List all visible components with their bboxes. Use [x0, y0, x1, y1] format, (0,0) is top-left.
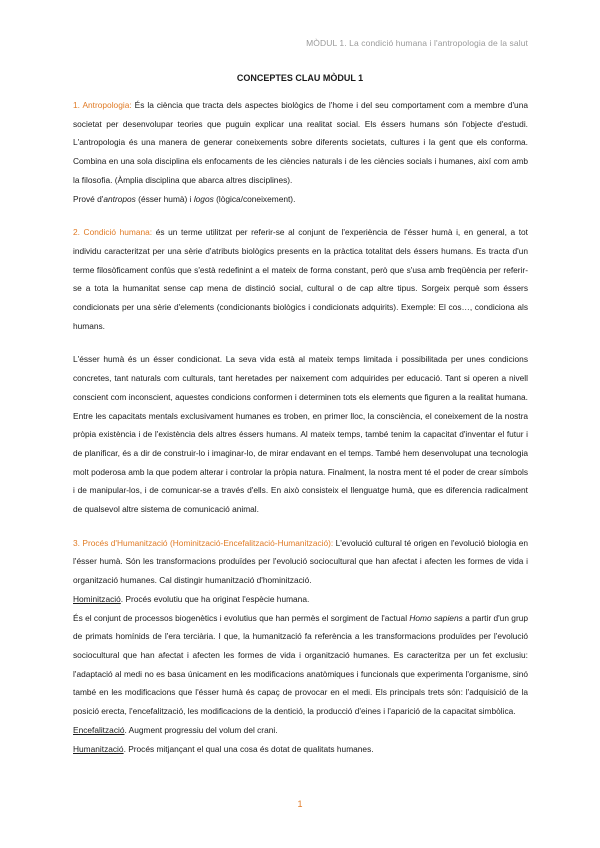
page-number: 1	[297, 799, 303, 809]
heading-proces-humanitzacio: 3. Procés d'Humanització (Hominització-Encefalització-Humanització):	[73, 537, 334, 548]
hominitzacio-definition: . Procés evolutiu que ha originat l'espècie humana.	[120, 593, 310, 604]
section-condicio-humana	[73, 223, 528, 335]
etymology-suffix: (lògica/coneixement).	[213, 193, 296, 204]
definition-humanitzacio	[73, 740, 528, 759]
etymology-middle: (ésser humà) i	[135, 193, 194, 204]
term-hominitzacio: Hominització	[73, 593, 121, 604]
paragraph-hominitzacio-detail	[73, 609, 528, 721]
page-title: CONCEPTES CLAU MÒDUL 1	[236, 73, 364, 83]
paragraph-gap	[73, 335, 528, 350]
species-name: Homo sapiens	[409, 612, 463, 623]
section-proces-humanitzacio	[73, 534, 528, 590]
definition-encefalitzacio	[73, 721, 528, 740]
paragraph-gap	[73, 519, 528, 534]
humanitzacio-definition: . Procés mitjançant el qual una cosa és dotat de qualitats humanes.	[123, 743, 374, 754]
detail-suffix: a partir d'un grup de primats homínids de l'era terciària. I que, la humanització fa referència a les transformacions produïdes per l'evolució sociocultural que han afectat i afecten les formes de vida i organització humanes. Es caracteritza per un fet exclusiu: l'adaptació al medi no es basa únicament en les modificacions anatòmiques i funcionals que experimenta l'organisme, sinó també en les modificacions que l'ésser humà és capaç de provocar en el medi. Els principals trets són: l'adquisició de la posició erecta, l'encefalització, les modificacions de la dentició, la producció d'eines i l'aparició de la capacitat simbòlica.	[73, 612, 529, 717]
detail-prefix: És el conjunt de processos biogenètics i evolutius que han permès el sorgiment de l'actual	[73, 612, 410, 623]
etymology-prefix: Prové d'	[73, 193, 104, 204]
paragraph-esser-condicionat: L'ésser humà és un ésser condicionat. La seva vida està al mateix temps limitada i possibilitada per unes condicions concretes, tant naturals com culturals, tant heretades per naixement com adquirides per educació. Tant si operen a nivell conscient com inconscient, aquestes condicions conformen i determinen tots els elements que figuren a la realitat humana. Entre les capacitats mentals exclusivament humanes es troben, en primer lloc, la consciència, el coneixement de la nostra pròpia existència i de l'existència dels altres éssers humans. Al mateix temps, també tenim la capacitat d'inventar el futur i de planificar, és a dir de construir-lo i imaginar-lo, de mirar endavant en el temps. També hem desenvolupat una tecnologia molt poderosa amb la que podem alterar i controlar la pròpia natura. Finalment, la nostra ment té el poder de crear símbols i de manipular-los, i de comunicar-se a través d'ells. En això consisteix el llenguatge humà, que es diferencia radicalment de qualsevol altre sistema de comunicació animal.	[73, 354, 528, 515]
term-encefalitzacio: Encefalització	[73, 724, 125, 735]
term-humanitzacio: Humanització	[73, 743, 124, 754]
running-header: MÒDUL 1. La condició humana i l'antropologia de la salut	[306, 38, 528, 48]
antropologia-text: És la ciència que tracta dels aspectes biològics de l'home i del seu comportament com a membre d'una societat per desenvolupar teories que puguin explicar una realitat social. Els éssers humans són l'objecte d'estudi. L'antropologia és una manera de generar coneixements sobre diferents societats, cultures i la gent que els conforma. Combina en una sola disciplina els enfocaments de les ciències naturals i de les ciències socials i humanes, així com amb la filosofia. (Àmplia disciplina que abarca altres disciplines).	[73, 100, 528, 185]
paragraph-gap	[73, 208, 528, 223]
encefalitzacio-definition: . Augment progressiu del volum del crani.	[124, 724, 278, 735]
definition-hominitzacio	[73, 590, 528, 609]
heading-antropologia: 1. Antropologia:	[73, 100, 132, 110]
document-body	[73, 96, 528, 758]
etymology-line	[73, 190, 528, 209]
proces-humanitzacio-text: L'evolució cultural té origen en l'evolució biologia en l'ésser humà. Són les transformacions produïdes per l'evolució sociocultural que han afectat i afecten les formes de vida i organització humanes. Cal distingir humanització d'hominització.	[73, 537, 528, 586]
etymology-term-antropos: antropos	[103, 193, 136, 204]
condicio-humana-text: és un terme utilitzat per referir-se al conjunt de l'experiència de l'ésser humà i, en general, a tot individu caracteritzat per una sèrie d'atributs biològics presents en la pràctica totalitat dels éssers humans. Es tracta d'un terme filosòficament confús que s'està redefinint a el mateix de forma constant, però que s'usa amb freqüència per referir-se a tota la humanitat sense cap mena de distinció social, cultural o de cap altre tipus. Sorgeix perquè som éssers condicionats per una sèrie d'elements (condicionants biològics i condicionats adquirits). Exemple: El cos…, condiciona als humans.	[73, 227, 528, 331]
section-antropologia	[73, 96, 528, 190]
heading-condicio-humana: 2. Condició humana:	[73, 227, 153, 238]
etymology-term-logos: logos	[193, 193, 214, 204]
